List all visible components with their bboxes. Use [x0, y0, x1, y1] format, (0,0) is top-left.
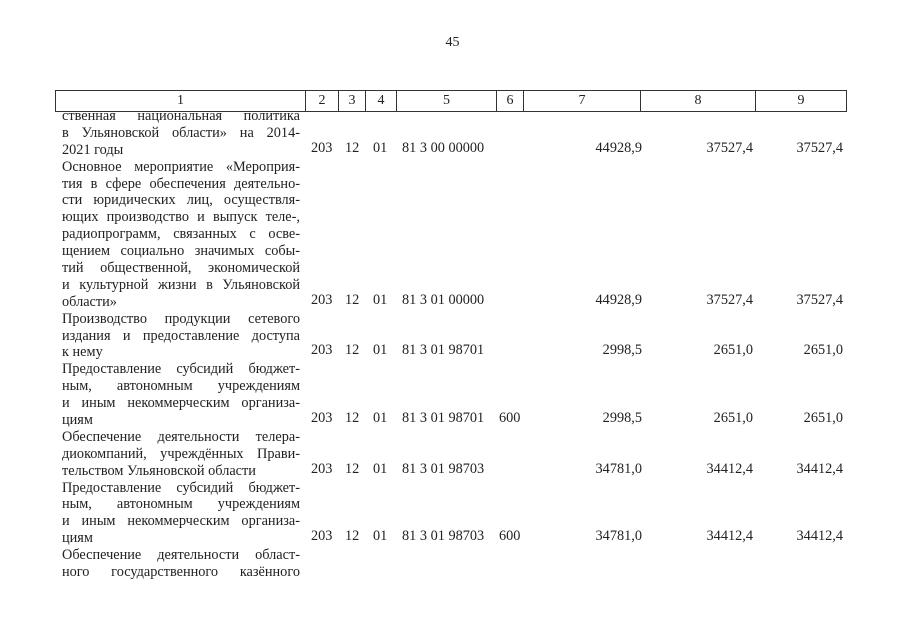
cell-c8: 34412,4	[706, 460, 753, 477]
row-description: ного государственного казённого	[62, 564, 300, 581]
table-row-line	[0, 412, 905, 429]
cell-c6: 600	[499, 410, 521, 427]
row-description: циям	[62, 412, 93, 429]
cell-c9: 2651,0	[803, 410, 843, 427]
table-row-line	[0, 378, 905, 395]
header-col-7: 7	[524, 91, 641, 111]
row-description: Предоставление субсидий бюджет-	[62, 479, 300, 496]
cell-c7: 34781,0	[595, 460, 642, 477]
table-row-line	[0, 429, 905, 446]
row-description: ственная национальная политика	[62, 108, 300, 124]
table-row-line	[0, 243, 905, 260]
cell-c8: 37527,4	[706, 291, 753, 308]
cell-c2: 203	[311, 410, 333, 427]
row-description: ющих производство и выпуск теле-,	[62, 209, 300, 226]
header-col-6: 6	[497, 91, 524, 111]
row-description: и культурной жизни в Ульяновской	[62, 276, 300, 293]
cell-c5: 81 3 00 00000	[402, 139, 485, 156]
cell-c2: 203	[311, 528, 333, 545]
cell-c5: 81 3 01 00000	[402, 291, 485, 308]
table-row-line	[0, 108, 905, 125]
cell-c9: 34412,4	[796, 460, 843, 477]
cell-c8: 34412,4	[706, 528, 753, 545]
header-col-5: 5	[397, 91, 497, 111]
table-row-line	[0, 159, 905, 176]
cell-c7: 34781,0	[595, 528, 642, 545]
cell-c6: 600	[499, 528, 521, 545]
cell-c2: 203	[311, 291, 333, 308]
cell-c9: 34412,4	[796, 528, 843, 545]
cell-c9: 2651,0	[803, 342, 843, 359]
row-description: ным, автономным учреждениям	[62, 378, 300, 395]
cell-c8: 2651,0	[713, 342, 753, 359]
cell-c8: 2651,0	[713, 410, 753, 427]
cell-c3: 12	[345, 139, 360, 156]
cell-c9: 37527,4	[796, 139, 843, 156]
table-row-line	[0, 564, 905, 581]
cell-c3: 12	[345, 342, 360, 359]
row-description: Предоставление субсидий бюджет-	[62, 361, 300, 378]
cell-c2: 203	[311, 342, 333, 359]
cell-c4: 01	[373, 342, 388, 359]
row-description: циям	[62, 530, 93, 547]
row-description: области»	[62, 293, 117, 310]
budget-table	[0, 108, 905, 581]
row-description: сти юридических лиц, осуществля-	[62, 192, 300, 209]
cell-c5: 81 3 01 98701	[402, 410, 485, 427]
cell-c4: 01	[373, 528, 388, 545]
row-description: 2021 годы	[62, 141, 124, 158]
header-col-4: 4	[366, 91, 397, 111]
table-row-line	[0, 209, 905, 226]
cell-c4: 01	[373, 291, 388, 308]
row-description: тия в сфере обеспечения деятельно-	[62, 175, 300, 192]
row-description: Обеспечение деятельности област-	[62, 547, 300, 564]
cell-c3: 12	[345, 410, 360, 427]
table-row-line	[0, 192, 905, 209]
cell-c8: 37527,4	[706, 139, 753, 156]
header-col-9: 9	[797, 93, 805, 108]
table-row-line	[0, 291, 905, 311]
row-description: и иным некоммерческим организа-	[62, 395, 300, 412]
row-description: к нему	[62, 344, 103, 361]
cell-c7: 44928,9	[595, 139, 642, 156]
row-description: радиопрограмм, связанных с осве-	[62, 226, 300, 243]
table-row-line	[0, 460, 905, 480]
row-description: диокомпаний, учреждённых Прави-	[62, 445, 300, 462]
header-col-1: 1	[56, 91, 306, 111]
cell-c3: 12	[345, 291, 360, 308]
table-row-line	[0, 176, 905, 193]
header-col-2: 2	[306, 91, 339, 111]
row-description: в Ульяновской области» на 2014-	[62, 124, 300, 141]
cell-c7: 2998,5	[602, 342, 642, 359]
row-description: ным, автономным учреждениям	[62, 496, 300, 513]
cell-c5: 81 3 01 98701	[402, 342, 485, 359]
table-row-line	[0, 361, 905, 378]
table-row-line	[0, 547, 905, 564]
row-description: издания и предоставление доступа	[62, 327, 300, 344]
table-row-line	[0, 344, 905, 361]
cell-c2: 203	[311, 460, 333, 477]
table-row-line	[0, 311, 905, 328]
cell-c3: 12	[345, 460, 360, 477]
row-description: Основное мероприятие «Мероприя-	[62, 158, 300, 175]
row-description: щением социально значимых собы-	[62, 243, 300, 260]
cell-c9: 37527,4	[796, 291, 843, 308]
row-description: и иным некоммерческим организа-	[62, 513, 300, 530]
cell-c4: 01	[373, 460, 388, 477]
cell-c4: 01	[373, 139, 388, 156]
cell-c2: 203	[311, 139, 333, 156]
table-row-line	[0, 480, 905, 497]
table-row-line	[0, 530, 905, 547]
cell-c5: 81 3 01 98703	[402, 528, 485, 545]
cell-c5: 81 3 01 98703	[402, 460, 485, 477]
row-description: тельством Ульяновской области	[62, 462, 256, 479]
cell-c4: 01	[373, 410, 388, 427]
row-description: Обеспечение деятельности телера-	[62, 428, 300, 445]
header-col-8: 8	[641, 91, 756, 111]
header-col-3: 3	[339, 91, 366, 111]
page-number: 45	[445, 35, 460, 50]
table-row-line	[0, 139, 905, 159]
table-row-line	[0, 496, 905, 513]
table-row-line	[0, 260, 905, 277]
cell-c3: 12	[345, 528, 360, 545]
table-row-line	[0, 226, 905, 243]
row-description: Производство продукции сетевого	[62, 310, 300, 327]
cell-c7: 44928,9	[595, 291, 642, 308]
cell-c7: 2998,5	[602, 410, 642, 427]
row-description: тий общественной, экономической	[62, 260, 300, 277]
